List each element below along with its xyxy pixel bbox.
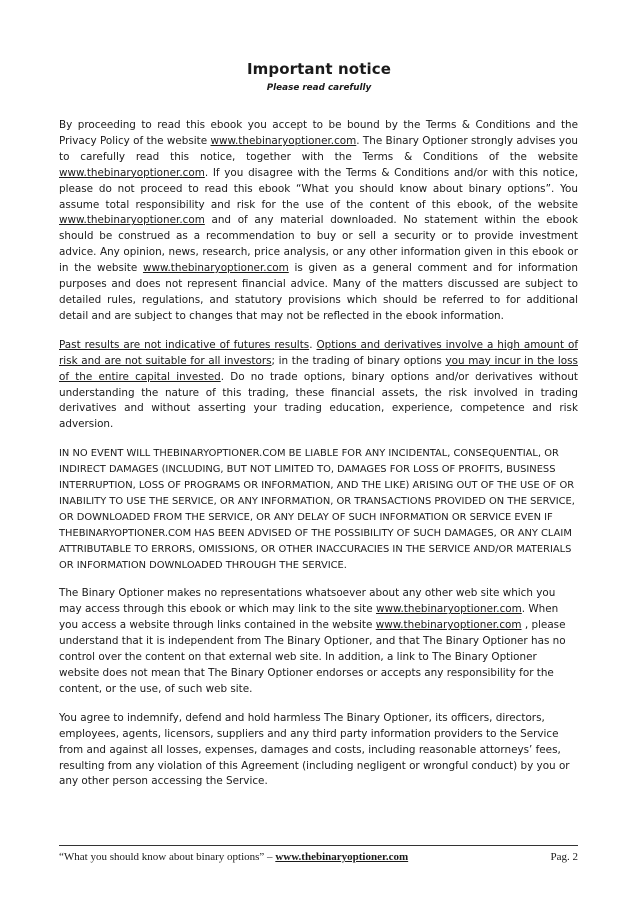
website-link[interactable]: www.thebinaryoptioner.com	[375, 603, 522, 616]
risk-statement: Options and derivatives involve a high amount of risk and are not suitable for all investors	[59, 338, 579, 367]
liability-paragraph: IN NO EVENT WILL THEBINARYOPTIONER.COM BE LIABLE FOR ANY INCIDENTAL, CONSEQUENTIAL, OR INDIRECT DAMAGES (INCLUDING, BUT NOT LIMITED TO, DAMAGES FOR LOSS OF PROFITS, BUSINESS INTERRUPTION, LOSS OF PROGRAMS OR INFORMATION, AND THE LIKE) ARISING OUT OF THE USE OF OR INABILITY TO USE THE SERVICE, OR ANY INFORMATION, OR TRANSACTIONS PROVIDED ON THE SERVICE, OR DOWNLOADED FROM THE SERVICE, OR ANY DELAY OF SUCH INFORMATION OR SERVICE EVEN IF THEBINARYOPTIONER.COM HAS BEEN ADVISED OF THE POSSIBILITY OF SUCH DAMAGES, OR ANY CLAIM ATTRIBUTABLE TO ERRORS, OMISSIONS, OR OTHER INACCURACIES IN THE SERVICE AND/OR MATERIALS OR INFORMATION DOWNLOADED THROUGH THE SERVICE.	[59, 448, 575, 571]
page-title: Important notice	[247, 60, 391, 78]
terms-paragraph: By proceeding to read this ebook you accept to be bound by the Terms & Conditions and the Privacy Policy of the website www.thebinaryoptioner.com. The Binary Optioner strongly advises you to carefully read this notice, together with the Terms & Conditions of the website www.thebinaryoptioner.com. If you disagree with the Terms & Conditions and/or with this notice, please do not proceed to read this ebook “What you should know about binary options”. You assume total responsibility and risk for the use of the content of this ebook, of the website www.thebinaryoptioner.com and of any material downloaded. No statement within the ebook should be construed as a recommendation to buy or sell a security or to provide investment advice. Any opinion, news, research, price analysis, or any other information given in this ebook or in the website www.thebinaryoptioner.com is given as a general comment and for information purposes and does not represent financial advice. Many of the matters discussed are subject to detailed rules, regulations, and statutory provisions which should be referred to for additional detail and are subject to changes that may not be reflected in the ebook information.	[59, 119, 579, 322]
footer-book-title: “What you should know about binary options” – www.thebinaryoptioner.com	[59, 851, 409, 863]
notice-body	[59, 118, 578, 803]
external-links-paragraph: The Binary Optioner makes no representations whatsoever about any other web site which you may access through this ebook or which may link to the site www.thebinaryoptioner.com. When you access a website through links contained in the website www.thebinaryoptioner.com , please understand that it is independent from The Binary Optioner, and that The Binary Optioner has no control over the content on that external web site. In addition, a link to The Binary Optioner website does not mean that The Binary Optioner endorses or accepts any responsibility for the content, or the use, of such web site.	[59, 587, 566, 695]
page-subtitle: Please read carefully	[266, 83, 372, 93]
footer-divider	[59, 845, 578, 846]
risk-statement: you may incur in the loss of the entire capital invested	[59, 354, 578, 383]
footer-website-link[interactable]: www.thebinaryoptioner.com	[275, 851, 409, 863]
indemnity-paragraph: You agree to indemnify, defend and hold harmless The Binary Optioner, its officers, directors, employees, agents, licensors, suppliers and any third party information providers to the Service from and against all losses, expenses, damages and costs, including reasonable attorneys’ fees, resulting from any violation of this Agreement (including negligent or wrongful conduct) by you or any other person accessing the Service.	[59, 711, 570, 788]
website-link[interactable]: www.thebinaryoptioner.com	[210, 134, 357, 147]
risk-statement: Past results are not indicative of futures results	[59, 338, 310, 351]
website-link[interactable]: www.thebinaryoptioner.com	[375, 619, 522, 632]
website-link[interactable]: www.thebinaryoptioner.com	[59, 214, 205, 227]
page-number: Pag. 2	[550, 851, 578, 863]
risk-paragraph: Past results are not indicative of futures results. Options and derivatives involve a high amount of risk and are not suitable for all investors; in the trading of binary options you may incur in the loss of the entire capital invested. Do no trade options, binary options and/or derivatives without understanding the nature of this trading, these financial assets, the risk involved in trading derivatives and without asserting your trading education, experience, competence and risk adversion.	[59, 338, 579, 431]
website-link[interactable]: www.thebinaryoptioner.com	[142, 262, 289, 275]
website-link[interactable]: www.thebinaryoptioner.com	[59, 166, 205, 179]
